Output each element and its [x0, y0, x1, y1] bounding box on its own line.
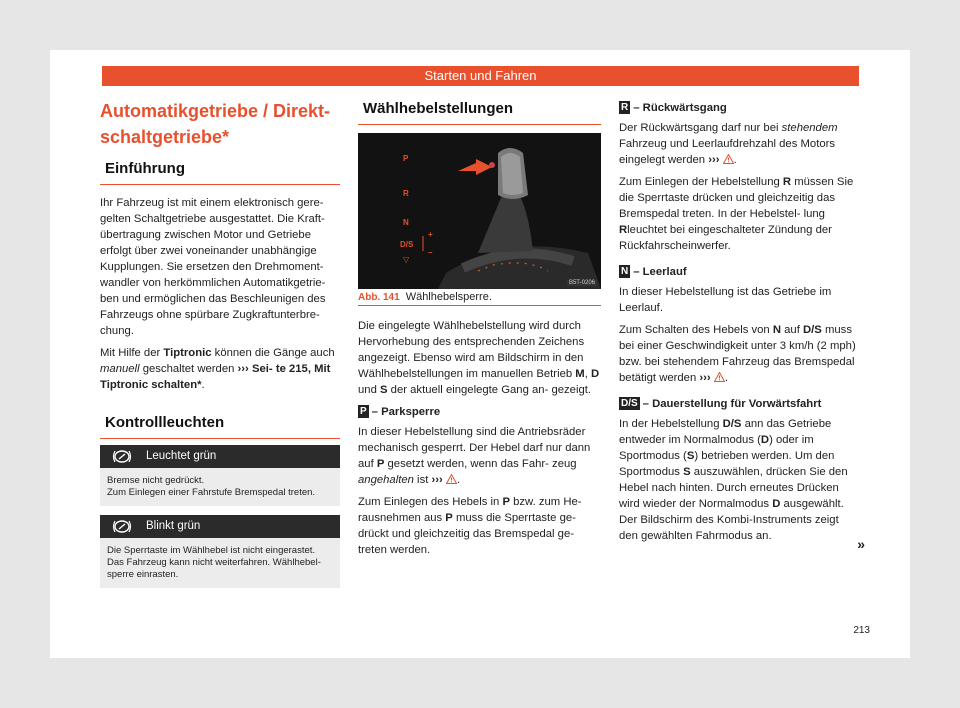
gear-n-icon: N [621, 266, 629, 277]
neutral-paragraph-1: In dieser Hebelstellung ist das Getriebe im Leerlauf. [619, 286, 832, 314]
lamp-header [100, 445, 340, 468]
gear-r-icon: R [621, 102, 629, 113]
lamp-description: Bremse nicht gedrückt. Zum Einlegen einer Fahrstufe Bremspedal treten. [100, 468, 340, 506]
lamp-label: Blinkt grün [146, 520, 201, 532]
figure-code: B5T-0206 [568, 280, 595, 286]
chapter-header: Starten und Fahren [102, 66, 859, 86]
page-number: 213 [853, 625, 870, 636]
lamp-header [100, 515, 340, 538]
warning-triangle-icon [723, 154, 734, 164]
warning-triangle-icon [714, 372, 725, 382]
gear-label-n: N [403, 218, 409, 227]
title-line-2: schaltgetriebe* [100, 127, 230, 147]
park-heading: P – Parksperre [360, 406, 441, 418]
reverse-paragraph-1: Der Rückwärtsgang darf nur bei stehendem Fahrzeug und Leerlaufdrehzahl des Motors eingelegt werden ››› . [619, 122, 838, 166]
park-paragraph-2: Zum Einlegen des Hebels in P bzw. zum He- rausnehmen aus P muss die Sperrtaste ge- drückt und gleichzeitig das Bremspedal ge- treten werden. [358, 496, 582, 556]
lever-intro-paragraph: Die eingelegte Wählhebelstellung wird durch Hervorhebung des entsprechenden Zeichens angezeigt. Ebenso wird am Bildschirm in den Wählhebelstellungen im manuellen Betrieb M, D und S der aktuell eingelegte Gang an- gezeigt. [358, 320, 600, 396]
intro-text [100, 195, 340, 399]
gear-descriptions [619, 100, 860, 550]
brake-pedal-lamp-icon [112, 520, 132, 533]
lamp-label: Leuchtet grün [146, 450, 217, 462]
reverse-paragraph-2: Zum Einlegen der Hebelstellung R müssen Sie die Sperrtaste drücken und gleichzeitig das Bremspedal treten. In der Hebelstel- lung Rleuchtet bei eingeschalteter Zündung der Rückfahrscheinwerfer. [619, 176, 854, 252]
drive-paragraph: In der Hebelstellung D/S ann das Getriebe entweder im Normalmodus (D) oder im Sportmodus (S) betrieben werden. Um den Sportmodus S auszuwählen, drücken Sie den Hebel nach hinten. Durch erneutes Drücken wird wieder der Normalmodus D ausgewählt. Der Bildschirm des Kombi-Instruments zeigt den gewählten Fahrmodus an. [619, 418, 848, 542]
title-line-1: Automatikgetriebe / Direkt- [100, 101, 331, 121]
drive-heading: D/S – Dauerstellung für Vorwärtsfahrt [621, 398, 822, 410]
page-title [100, 98, 350, 150]
continue-arrow-icon: » [857, 536, 865, 552]
gear-label-p: P [403, 154, 409, 163]
gear-lever-illustration [358, 133, 601, 289]
gear-selector-figure [358, 133, 601, 289]
section-title-einfuehrung: Einführung [100, 158, 340, 185]
warning-link[interactable]: ››› [431, 474, 443, 486]
gear-label-manual: ▽ [403, 255, 410, 264]
section-title-waehlhebelstellungen: Wählhebelstellungen [358, 98, 601, 125]
gear-minus-label: – [428, 248, 433, 257]
warning-link[interactable]: ››› [699, 372, 711, 384]
warning-triangle-icon [446, 474, 457, 484]
figure-caption: Abb. 141 Wählhebelsperre. [358, 289, 601, 306]
neutral-paragraph-2: Zum Schalten des Hebels von N auf D/S muss bei einer Geschwindigkeit unter 3 km/h (2 mph) bzw. bei stehendem Fahrzeug das Bremspedal betätigt werden ››› . [619, 324, 856, 384]
indicator-lamp-steady [100, 445, 340, 506]
reverse-heading: R – Rückwärtsgang [621, 102, 727, 114]
section-title-kontrollleuchten: Kontrollleuchten [100, 412, 340, 439]
brake-pedal-lamp-icon [112, 450, 132, 463]
indicator-lamp-blinking [100, 515, 340, 588]
warning-link[interactable]: ››› [708, 154, 720, 166]
intro-paragraph-2: Mit Hilfe der Tiptronic können die Gänge auch manuell geschaltet werden ››› Sei- te 215, Mit Tiptronic schalten*. [100, 347, 335, 391]
neutral-heading: N – Leerlauf [621, 266, 687, 278]
gear-plus-label: + [428, 230, 433, 239]
cross-reference-link[interactable]: ››› Sei- te 215, Mit Tiptronic schalten* [100, 363, 331, 391]
manual-page [50, 50, 910, 658]
gear-p-icon: P [360, 406, 367, 417]
gear-label-r: R [403, 189, 409, 198]
intro-paragraph-1: Ihr Fahrzeug ist mit einem elektronisch gere- gelten Schaltgetriebe ausgestattet. Die Kraft- übertragung zwischen Motor und Getriebe erfolgt über zwei voneinander unabhängige Kupplungen. Sie ersetzen den Drehmoment- wandler von herkömmlichen Automatikgetrie- ben und ermöglichen das Beschleunigen des Fahrzeugs ohne spürbare Zugkraftunterbre- chung. [100, 197, 326, 337]
lever-text [358, 318, 601, 564]
gear-ds-icon: D/S [621, 398, 638, 409]
lamp-description: Die Sperrtaste im Wählhebel ist nicht eingerastet. Das Fahrzeug kann nicht weiterfahren. Wählhebel- sperre einrasten. [100, 538, 340, 588]
gear-label-ds: D/S [400, 240, 414, 249]
park-paragraph-1: In dieser Hebelstellung sind die Antriebsräder mechanisch gesperrt. Der Hebel darf nur dann auf P gesetzt werden, wenn das Fahr- zeug angehalten ist ››› . [358, 426, 591, 486]
